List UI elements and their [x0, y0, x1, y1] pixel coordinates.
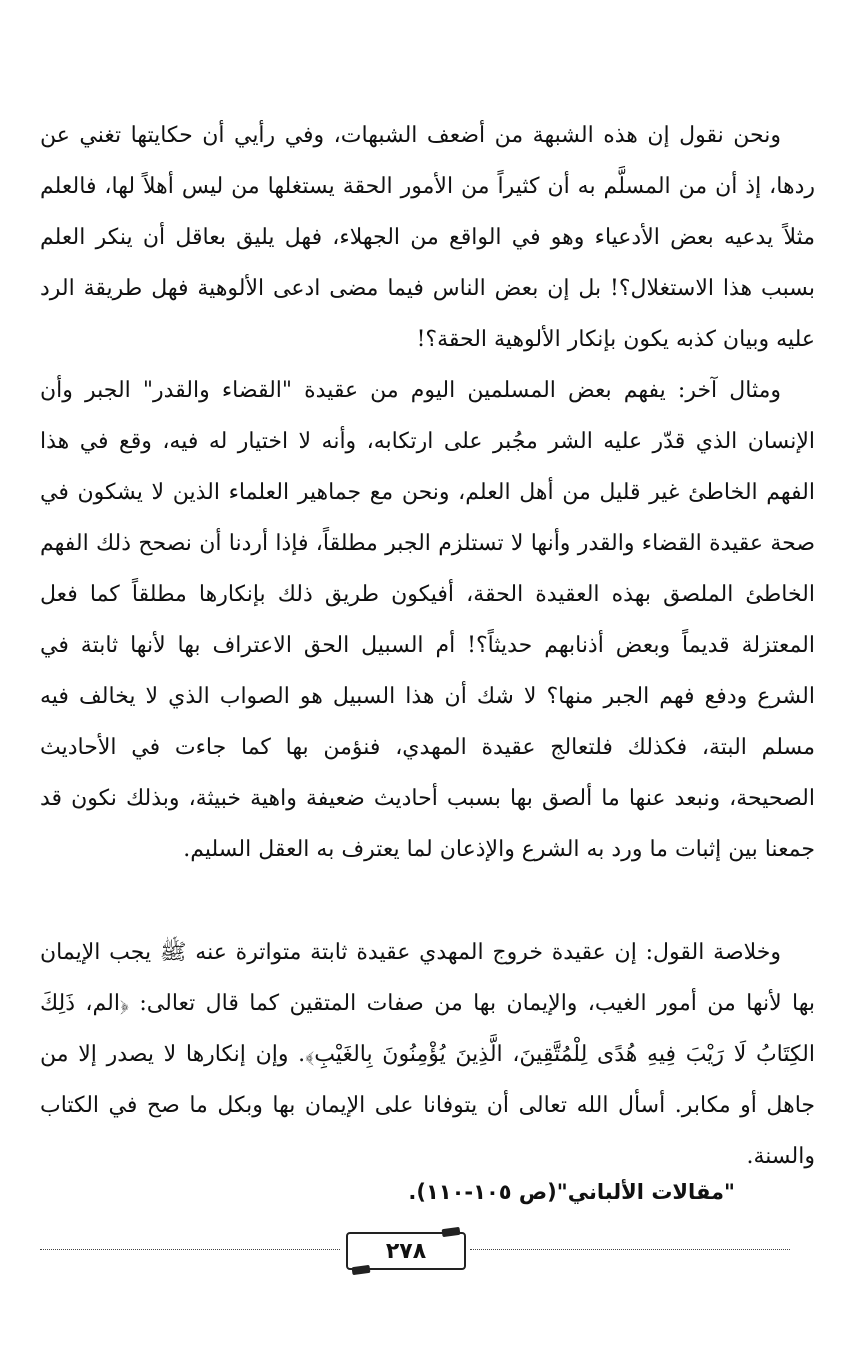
- paragraph-1: [40, 110, 815, 365]
- paragraph-3: [40, 927, 815, 1182]
- source-citation: "مقالات الألباني"(ص ١٠٥-١١٠).: [408, 1180, 735, 1204]
- footer-divider-left: [40, 1249, 340, 1250]
- paragraph-text: ومثال آخر: يفهم بعض المسلمين اليوم من عقيدة "القضاء والقدر" الجبر وأن الإنسان الذي قدّر عليه الشر مجُبر على ارتكابه، وأنه لا اختيار له فيه، وقع في هذا الفهم الخاطئ غير قليل من أهل العلم، ونحن مع جماهير العلماء الذين لا يشكون في صحة عقيدة القضاء والقدر وأنها لا تستلزم الجبر مطلقاً، فإذا أردنا أن نصحح ذلك الفهم الخاطئ الملصق بهذه العقيدة الحقة، أفيكون طريق ذلك بإنكارها مطلقاً كما فعل المعتزلة قديماً وبعض أذنابهم حديثاً؟! أم السبيل الحق الاعتراف بها لأنها ثابتة في الشرع ودفع فهم الجبر منها؟ لا شك أن هذا السبيل هو الصواب الذي لا يخالف فيه مسلم البتة، فكذلك فلتعالج عقيدة المهدي، فنؤمن بها كما جاءت في الأحاديث الصحيحة، ونبعد عنها ما ألصق بها بسبب أحاديث ضعيفة واهية خبيثة، وبذلك نكون قد جمعنا بين إثبات ما ورد به الشرع والإذعان لما يعترف به العقل السليم.: [40, 378, 815, 862]
- footer-divider-right: [470, 1249, 790, 1250]
- paragraph-text: وخلاصة القول: إن عقيدة خروج المهدي عقيدة ثابتة متواترة عنه ﷺ يجب الإيمان بها لأنها من أمور الغيب، والإيمان بها من صفات المتقين كما قال تعالى: ﴿الم، ذَلِكَ الكِتَابُ لَا رَيْبَ فِيهِ هُدًى لِلْمُتَّقِينَ، الَّذِينَ يُؤْمِنُونَ بِالغَيْبِ﴾. وإن إنكارها لا يصدر إلا من جاهل أو مكابر. أسأل الله تعالى أن يتوفانا على الإيمان بها وبكل ما صح في الكتاب والسنة.: [40, 940, 815, 1169]
- paragraph-text: ونحن نقول إن هذه الشبهة من أضعف الشبهات، وفي رأيي أن حكايتها تغني عن ردها، إذ أن من المسلَّم به أن كثيراً من الأمور الحقة يستغلها من ليس أهلاً لها، فالعلم مثلاً يدعيه بعض الأدعياء وهو في الواقع من الجهلاء، فهل يليق بعاقل أن ينكر العلم بسبب هذا الاستغلال؟! بل إن بعض الناس فيما مضى ادعى الألوهية فهل طريقة الرد عليه وبيان كذبه يكون بإنكار الألوهية الحقة؟!: [40, 123, 815, 352]
- page-number: [346, 1232, 466, 1270]
- paragraph-2: [40, 365, 815, 875]
- page-number-text: ٢٧٨: [385, 1238, 427, 1264]
